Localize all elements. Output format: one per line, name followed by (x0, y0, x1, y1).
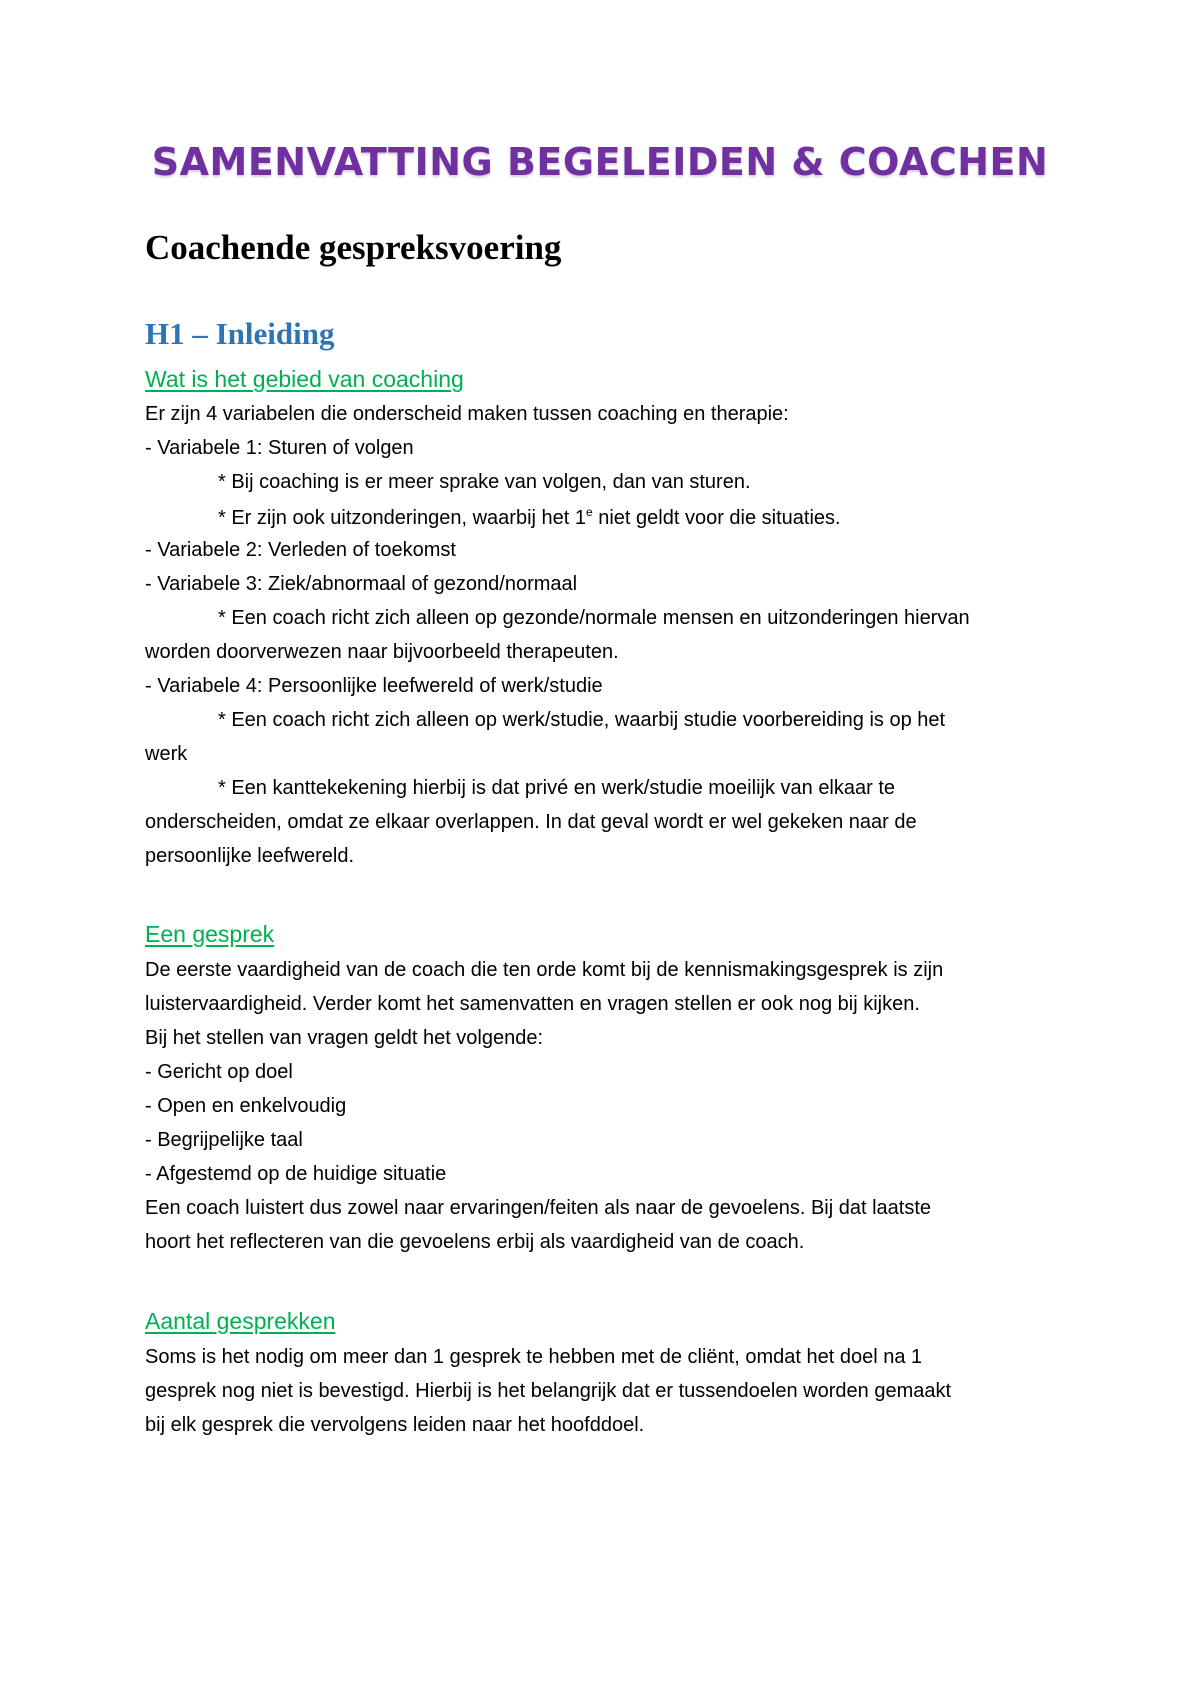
section-heading-conversation: Een gesprek (145, 921, 275, 947)
paragraph-line: hoort het reflecteren van die gevoelens erbij als vaardigheid van de coach. (145, 1231, 805, 1253)
list-item: - Variabele 1: Sturen of volgen (145, 437, 414, 459)
paragraph-line: Bij het stellen van vragen geldt het volgende: (145, 1027, 544, 1049)
paragraph-line: bij elk gesprek die vervolgens leiden naar het hoofddoel. (145, 1414, 645, 1436)
paragraph-line: Soms is het nodig om meer dan 1 gesprek te hebben met de cliënt, omdat het doel na 1 (145, 1346, 923, 1368)
list-item: - Begrijpelijke taal (145, 1129, 303, 1151)
page-heading: Coachende gespreksvoering (145, 228, 562, 267)
list-item: - Variabele 3: Ziek/abnormaal of gezond/normaal (145, 573, 578, 595)
sub-list-item: * Er zijn ook uitzonderingen, waarbij het 1e niet geldt voor die situaties. (218, 505, 841, 529)
paragraph-line: luistervaardigheid. Verder komt het samenvatten en vragen stellen er ook nog bij kijken. (145, 993, 920, 1015)
paragraph-line: persoonlijke leefwereld. (145, 845, 355, 867)
paragraph-line: Er zijn 4 variabelen die onderscheid maken tussen coaching en therapie: (145, 403, 789, 425)
list-item: - Afgestemd op de huidige situatie (145, 1163, 447, 1185)
paragraph-line: onderscheiden, omdat ze elkaar overlappen. In dat geval wordt er wel gekeken naar de (145, 811, 917, 833)
paragraph-line: De eerste vaardigheid van de coach die ten orde komt bij de kennismakingsgesprek is zijn (145, 959, 944, 981)
section-heading-coaching-area: Wat is het gebied van coaching (145, 366, 464, 392)
paragraph-line: werk (145, 743, 188, 765)
paragraph-line: worden doorverwezen naar bijvoorbeeld therapeuten. (145, 641, 619, 663)
list-item: - Variabele 2: Verleden of toekomst (145, 539, 456, 561)
list-item: - Gericht op doel (145, 1061, 293, 1083)
paragraph-line: Een coach luistert dus zowel naar ervaringen/feiten als naar de gevoelens. Bij dat laatste (145, 1197, 932, 1219)
chapter-heading: H1 – Inleiding (145, 316, 335, 351)
sub-list-item: * Een kanttekekening hierbij is dat privé en werk/studie moeilijk van elkaar te (218, 777, 896, 799)
paragraph-line: gesprek nog niet is bevestigd. Hierbij is het belangrijk dat er tussendoelen worden gemaakt (145, 1380, 952, 1402)
sub-list-item: * Bij coaching is er meer sprake van volgen, dan van sturen. (218, 471, 751, 493)
sub-list-item: * Een coach richt zich alleen op werk/studie, waarbij studie voorbereiding is op het (218, 709, 946, 731)
document-title: SAMENVATTING BEGELEIDEN & COACHEN (151, 140, 1049, 184)
list-item: - Open en enkelvoudig (145, 1095, 347, 1117)
section-heading-number-of-conversations: Aantal gesprekken (145, 1308, 336, 1334)
list-item: - Variabele 4: Persoonlijke leefwereld of werk/studie (145, 675, 603, 697)
sub-list-item: * Een coach richt zich alleen op gezonde/normale mensen en uitzonderingen hiervan (218, 607, 970, 629)
